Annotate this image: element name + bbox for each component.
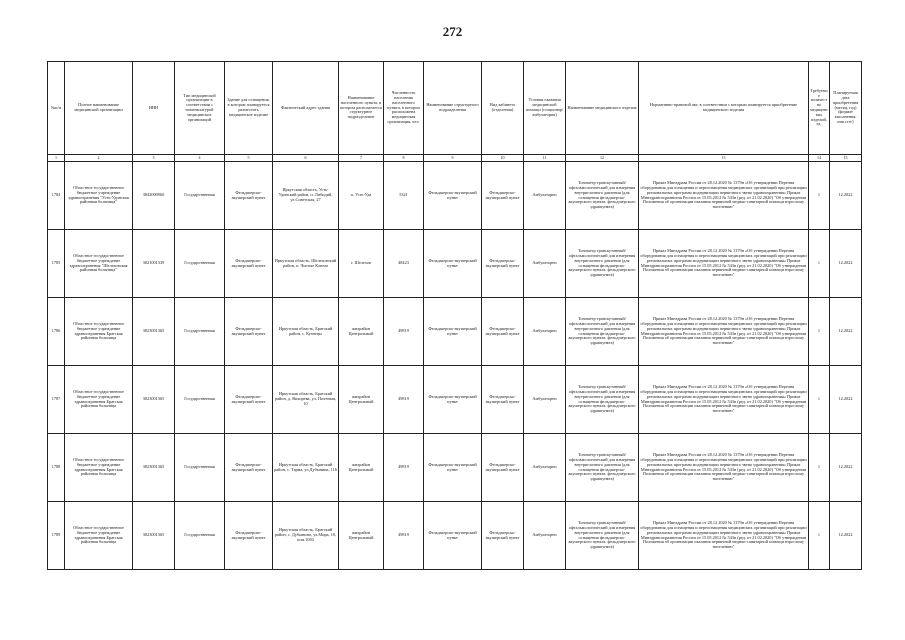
date-cell: 12.2022 [830,230,862,298]
column-number: 4 [175,155,225,162]
col-header-date: Планируемая дата приобретения (месяц, год) (формат заполнения: mm.гггг) [830,62,862,155]
col-header-act: Нормативно-правовой акт, в соответствии с которым планируется приобретение медицинского изделия [639,62,809,155]
building-cell: Фельдшерско-акушерский пункт [225,434,273,502]
conditions-cell: Амбулаторно [524,502,566,570]
population-cell: 5321 [384,162,424,230]
table-row [48,162,862,230]
locality-cell: г. Шелехов [339,230,384,298]
org-name-cell: Областное государственное бюджетное учреждение здравоохранения Братская районная больница [65,434,133,502]
col-header-conditions: Условия оказания медицинской помощи (стационар/амбулатория) [524,62,566,155]
device-cell: Тонометр транскутанный/офтальмологический для измерения внутриглазного давления (для оснащения фельдшерско-акушерского пункта, фельдшерского здравпункта) [566,502,639,570]
population-cell: 49819 [384,366,424,434]
address-cell: Иркутская область, Братский район, с. Кузнецы [273,298,339,366]
col-header-address: Фактический адрес здания [273,62,339,155]
legal-act-cell: Приказ Минздрава России от 28.12.2020 № 1379н «Об утверждении Перечня оборудования для оснащения и переоснащения медицинских организаций при реализации региональных программ модернизации первичного звена здравоохранения» Приказ Минздравсоцразвития России от 15.05.2012 № 543н (ред. от 21.02.2020) "Об утверждении Положения об организации оказания первичной медико-санитарной помощи взрослому населению" [639,434,809,502]
address-cell: Иркутская область, Усть-Удинский район, п. Либидий, ул.Советская, 27 [273,162,339,230]
col-header-building: Здание для оснащения, в котором планируется разместить медицинское изделие [225,62,273,155]
column-number: 14 [809,155,830,162]
date-cell: 12.2022 [830,298,862,366]
col-header-device: Наименование медицинского изделия [566,62,639,155]
conditions-cell: Амбулаторно [524,230,566,298]
cabinet-cell: Фельдшерско-акушерский пункт [482,502,524,570]
column-number: 2 [65,155,133,162]
cabinet-cell: Фельдшерско-акушерский пункт [482,230,524,298]
building-cell: Фельдшерско-акушерский пункт [225,298,273,366]
col-header-population: Численность населения населенного пункта, в котором расположена медицинская организация, чел. [384,62,424,155]
address-cell: Иркутская область, Шелеховский район, п. Чистые Ключи [273,230,339,298]
building-cell: Фельдшерско-акушерский пункт [225,162,273,230]
table-row [48,298,862,366]
table-row [48,366,862,434]
quantity-cell: 1 [809,230,830,298]
date-cell: 12.2022 [830,162,862,230]
inn-cell: 3823001365 [133,366,175,434]
device-cell: Тонометр транскутанный/офтальмологический для измерения внутриглазного давления (для оснащения фельдшерско-акушерского пункта, фельдшерского здравпункта) [566,366,639,434]
inn-cell: 3821001339 [133,230,175,298]
column-number-row [48,155,862,162]
column-number: 3 [133,155,175,162]
date-cell: 12.2022 [830,502,862,570]
org-name-cell: Областное государственное бюджетное учреждение здравоохранения Братская районная больница [65,298,133,366]
col-header-inn: ИНН [133,62,175,155]
org-name-cell: Областное государственное бюджетное учреждение здравоохранения Братская районная больница [65,502,133,570]
population-cell: 49819 [384,434,424,502]
org-type-cell: Государственная [175,502,225,570]
col-header-num: №п/п [48,62,65,155]
cabinet-cell: Фельдшерско-акушерский пункт [482,434,524,502]
row-number: 1784 [48,162,65,230]
inn-cell: 3842000960 [133,162,175,230]
column-number: 10 [482,155,524,162]
address-cell: Иркутская область, Братский район, с. Тарма, ул.Дубынина, 116 [273,434,339,502]
row-number: 1789 [48,502,65,570]
page-number: 272 [442,24,463,39]
locality-cell: жилрайон Центральный [339,502,384,570]
population-cell: 48423 [384,230,424,298]
date-cell: 12.2022 [830,366,862,434]
org-type-cell: Государственная [175,298,225,366]
col-header-type: Тип медицинской организации в соответствии с номенклатурой медицинских организаций [175,62,225,155]
quantity-cell: 1 [809,502,830,570]
column-number: 13 [639,155,809,162]
org-type-cell: Государственная [175,366,225,434]
column-number: 7 [339,155,384,162]
building-cell: Фельдшерско-акушерский пункт [225,502,273,570]
quantity-cell: 1 [809,366,830,434]
quantity-cell: 1 [809,434,830,502]
row-number: 1785 [48,230,65,298]
building-cell: Фельдшерско-акушерский пункт [225,366,273,434]
column-number: 8 [384,155,424,162]
column-number: 5 [225,155,273,162]
population-cell: 49819 [384,502,424,570]
cabinet-cell: Фельдшерско-акушерский пункт [482,162,524,230]
conditions-cell: Амбулаторно [524,366,566,434]
cabinet-cell: Фельдшерско-акушерский пункт [482,298,524,366]
conditions-cell: Амбулаторно [524,298,566,366]
device-cell: Тонометр транскутанный/офтальмологический для измерения внутриглазного давления (для оснащения фельдшерско-акушерского пункта, фельдшерского здравпункта) [566,162,639,230]
quantity-cell: 1 [809,298,830,366]
column-number: 11 [524,155,566,162]
subdivision-cell: Фельдшерско-акушерский пункт [424,434,482,502]
subdivision-cell: Фельдшерско-акушерский пункт [424,366,482,434]
legal-act-cell: Приказ Минздрава России от 28.12.2020 № 1379н «Об утверждении Перечня оборудования для оснащения и переоснащения медицинских организаций при реализации региональных программ модернизации первичного звена здравоохранения» Приказ Минздравсоцразвития России от 15.05.2012 № 543н (ред. от 21.02.2020) "Об утверждении Положения об организации оказания первичной медико-санитарной помощи взрослому населению" [639,298,809,366]
subdivision-cell: Фельдшерско-акушерский пункт [424,162,482,230]
org-name-cell: Областное государственное бюджетное учреждение здравоохранения "Усть-Удинская районная больница" [65,162,133,230]
table-row [48,502,862,570]
locality-cell: п. Усть-Уда [339,162,384,230]
legal-act-cell: Приказ Минздрава России от 28.12.2020 № 1379н «Об утверждении Перечня оборудования для оснащения и переоснащения медицинских организаций при реализации региональных программ модернизации первичного звена здравоохранения» Приказ Минздравсоцразвития России от 15.05.2012 № 543н (ред. от 21.02.2020) "Об утверждении Положения об организации оказания первичной медико-санитарной помощи взрослому населению" [639,502,809,570]
inn-cell: 3823001365 [133,434,175,502]
column-number: 15 [830,155,862,162]
locality-cell: жилрайон Центральный [339,434,384,502]
cabinet-cell: Фельдшерско-акушерский пункт [482,366,524,434]
quantity-cell: 1 [809,162,830,230]
column-number: 6 [273,155,339,162]
col-header-cabinet: Вид кабинета (отделения) [482,62,524,155]
column-number: 12 [566,155,639,162]
building-cell: Фельдшерско-акушерский пункт [225,230,273,298]
conditions-cell: Амбулаторно [524,434,566,502]
legal-act-cell: Приказ Минздрава России от 28.12.2020 № 1379н «Об утверждении Перечня оборудования для оснащения и переоснащения медицинских организаций при реализации региональных программ модернизации первичного звена здравоохранения» Приказ Минздравсоцразвития России от 15.05.2012 № 543н (ред. от 21.02.2020) "Об утверждении Положения об организации оказания первичной медико-санитарной помощи взрослому населению" [639,162,809,230]
column-number: 1 [48,155,65,162]
inn-cell: 3823001365 [133,298,175,366]
org-type-cell: Государственная [175,230,225,298]
legal-act-cell: Приказ Минздрава России от 28.12.2020 № 1379н «Об утверждении Перечня оборудования для оснащения и переоснащения медицинских организаций при реализации региональных программ модернизации первичного звена здравоохранения» Приказ Минздравсоцразвития России от 15.05.2012 № 543н (ред. от 21.02.2020) "Об утверждении Положения об организации оказания первичной медико-санитарной помощи взрослому населению" [639,230,809,298]
device-cell: Тонометр транскутанный/офтальмологический для измерения внутриглазного давления (для оснащения фельдшерско-акушерского пункта, фельдшерского здравпункта) [566,298,639,366]
subdivision-cell: Фельдшерско-акушерский пункт [424,298,482,366]
column-number: 9 [424,155,482,162]
population-cell: 49819 [384,298,424,366]
equipment-register-table [47,61,862,570]
locality-cell: жилрайон Центральный [339,366,384,434]
org-name-cell: Областное государственное бюджетное учреждение здравоохранения Братская районная больница [65,366,133,434]
col-header-locality: Наименование населенного пункта, в котором располагается структурное подразделение [339,62,384,155]
device-cell: Тонометр транскутанный/офтальмологический для измерения внутриглазного давления (для оснащения фельдшерско-акушерского пункта, фельдшерского здравпункта) [566,434,639,502]
org-name-cell: Областное государственное бюджетное учреждение здравоохранения "Шелеховская районная больница" [65,230,133,298]
subdivision-cell: Фельдшерско-акушерский пункт [424,230,482,298]
col-header-org: Полное наименование медицинской организации [65,62,133,155]
legal-act-cell: Приказ Минздрава России от 28.12.2020 № 1379н «Об утверждении Перечня оборудования для оснащения и переоснащения медицинских организаций при реализации региональных программ модернизации первичного звена здравоохранения» Приказ Минздравсоцразвития России от 15.05.2012 № 543н (ред. от 21.02.2020) "Об утверждении Положения об организации оказания первичной медико-санитарной помощи взрослому населению" [639,366,809,434]
table-row [48,230,862,298]
org-type-cell: Государственная [175,162,225,230]
col-header-subdivision: Наименование структурного подразделения [424,62,482,155]
row-number: 1788 [48,434,65,502]
inn-cell: 3823001365 [133,502,175,570]
header-row [48,62,862,155]
row-number: 1787 [48,366,65,434]
address-cell: Иркутская область, Братский район, с. Дубынино, ул.Мира, 10, пом.1003 [273,502,339,570]
locality-cell: жилрайон Центральный [339,298,384,366]
device-cell: Тонометр транскутанный/офтальмологический для измерения внутриглазного давления (для оснащения фельдшерско-акушерского пункта, фельдшерского здравпункта) [566,230,639,298]
address-cell: Иркутская область, Братский район, д. Вихорева, ул. Почтовая, 10 [273,366,339,434]
conditions-cell: Амбулаторно [524,162,566,230]
subdivision-cell: Фельдшерско-акушерский пункт [424,502,482,570]
org-type-cell: Государственная [175,434,225,502]
row-number: 1786 [48,298,65,366]
table-row [48,434,862,502]
date-cell: 12.2022 [830,434,862,502]
col-header-qty: Требуемое количество медицинских изделий, ед. [809,62,830,155]
